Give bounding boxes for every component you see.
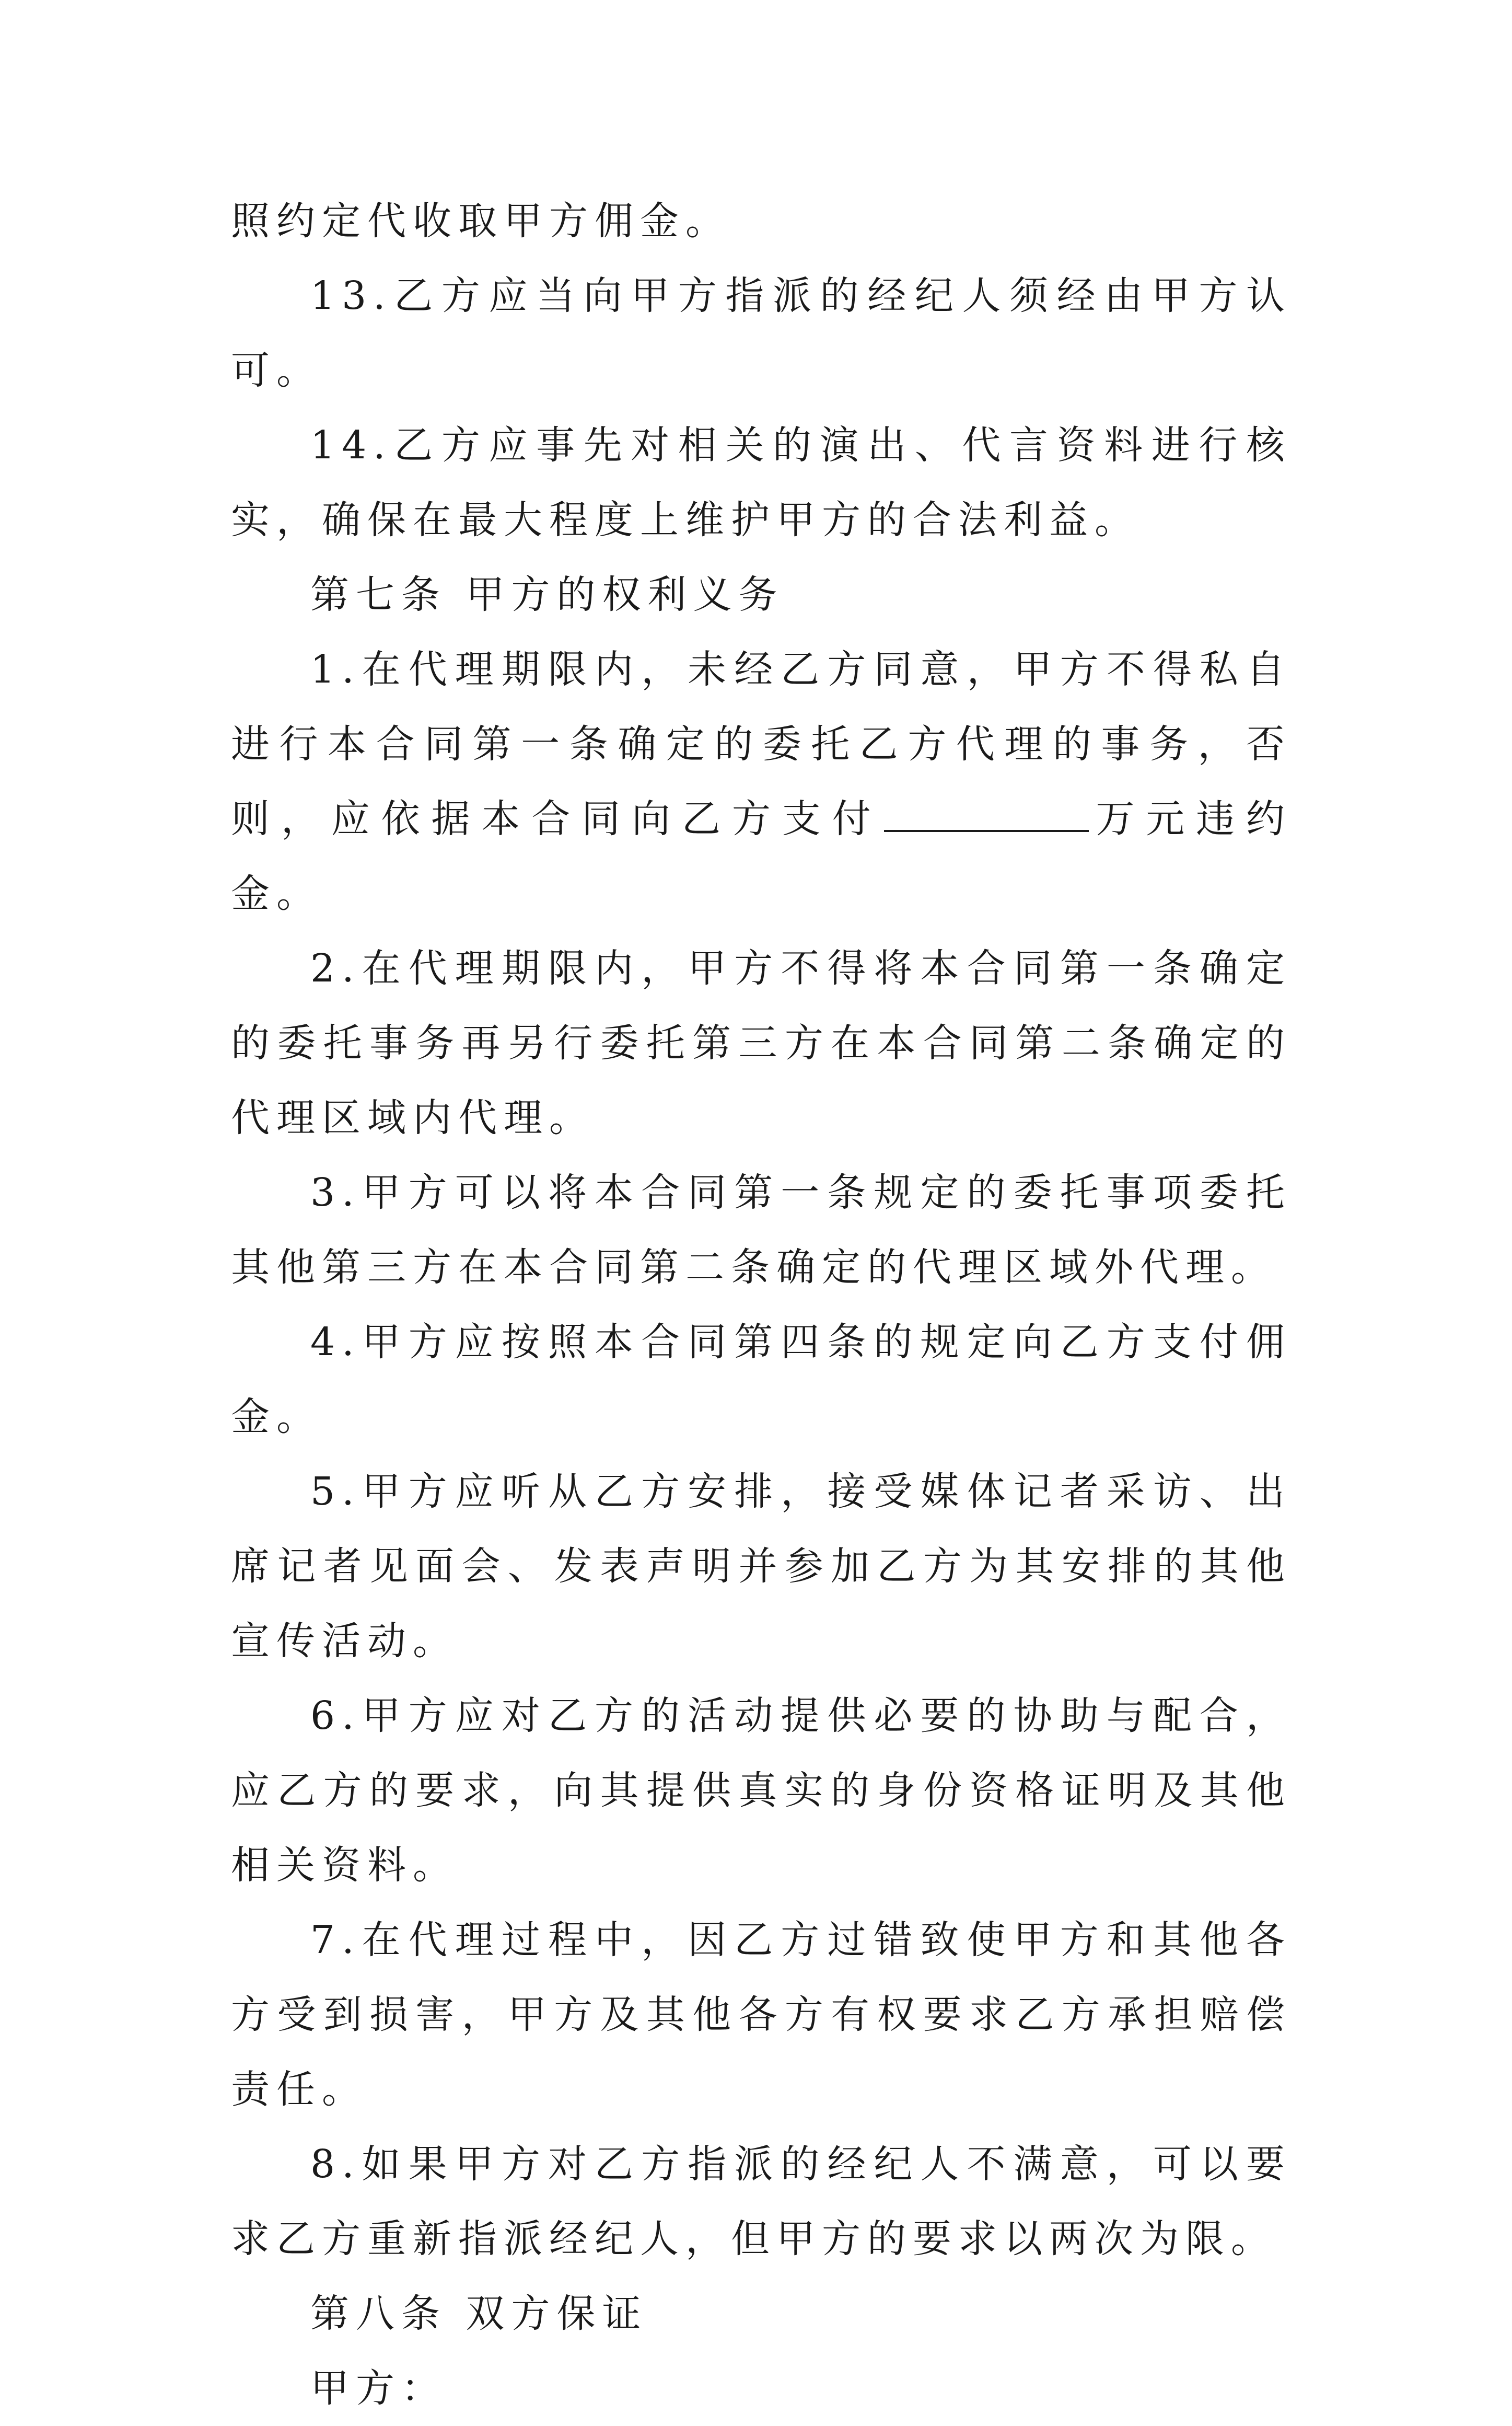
paragraph-clause-5: 5.甲方应听从乙方安排，接受媒体记者采访、出席记者见面会、发表声明并参加乙方为其安排的其他宣传活动。 [231,1469,1292,1663]
paragraph-clause-2: 2.在代理期限内，甲方不得将本合同第一条确定的委托事务再另行委托第三方在本合同第二条确定的代理区域内代理。 [231,946,1292,1140]
paragraph-clause-8: 8.如果甲方对乙方指派的经纪人不满意，可以要求乙方重新指派经纪人，但甲方的要求以两次为限。 [231,2142,1292,2261]
penalty-amount-blank [884,798,1089,832]
clause-1-text-before: 1.在代理期限内，未经乙方同意，甲方不得私自进行本合同第一条确定的委托乙方代理的事务，否则，应依据本合同向乙方支付 [231,647,1292,841]
section-heading-article-8: 第八条 双方保证 [310,2291,648,2336]
paragraph-clause-7: 7.在代理过程中，因乙方过错致使甲方和其他各方受到损害，甲方及其他各方有权要求乙方承担赔偿责任。 [231,1917,1292,2112]
paragraph-clause-3: 3.甲方可以将本合同第一条规定的委托事项委托其他第三方在本合同第二条确定的代理区域外代理。 [231,1170,1292,1290]
paragraph-clause-13: 13.乙方应当向甲方指派的经纪人须经由甲方认可。 [231,273,1292,393]
party-a-label: 甲方： [310,2366,447,2411]
paragraph-clause-14: 14.乙方应事先对相关的演出、代言资料进行核实，确保在最大程度上维护甲方的合法利益。 [231,423,1292,542]
paragraph-clause-1 [231,632,1292,931]
document-body [231,184,1292,2426]
section-heading-article-7: 第七条 甲方的权利义务 [310,572,784,617]
paragraph-clause-6: 6.甲方应对乙方的活动提供必要的协助与配合，应乙方的要求，向其提供真实的身份资格证明及其他相关资料。 [231,1693,1292,1888]
clause-1-text-after: 万元违约金。 [231,796,1292,916]
paragraph-continuation: 照约定代收取甲方佣金。 [231,199,731,244]
paragraph-clause-4: 4.甲方应按照本合同第四条的规定向乙方支付佣金。 [231,1320,1292,1439]
